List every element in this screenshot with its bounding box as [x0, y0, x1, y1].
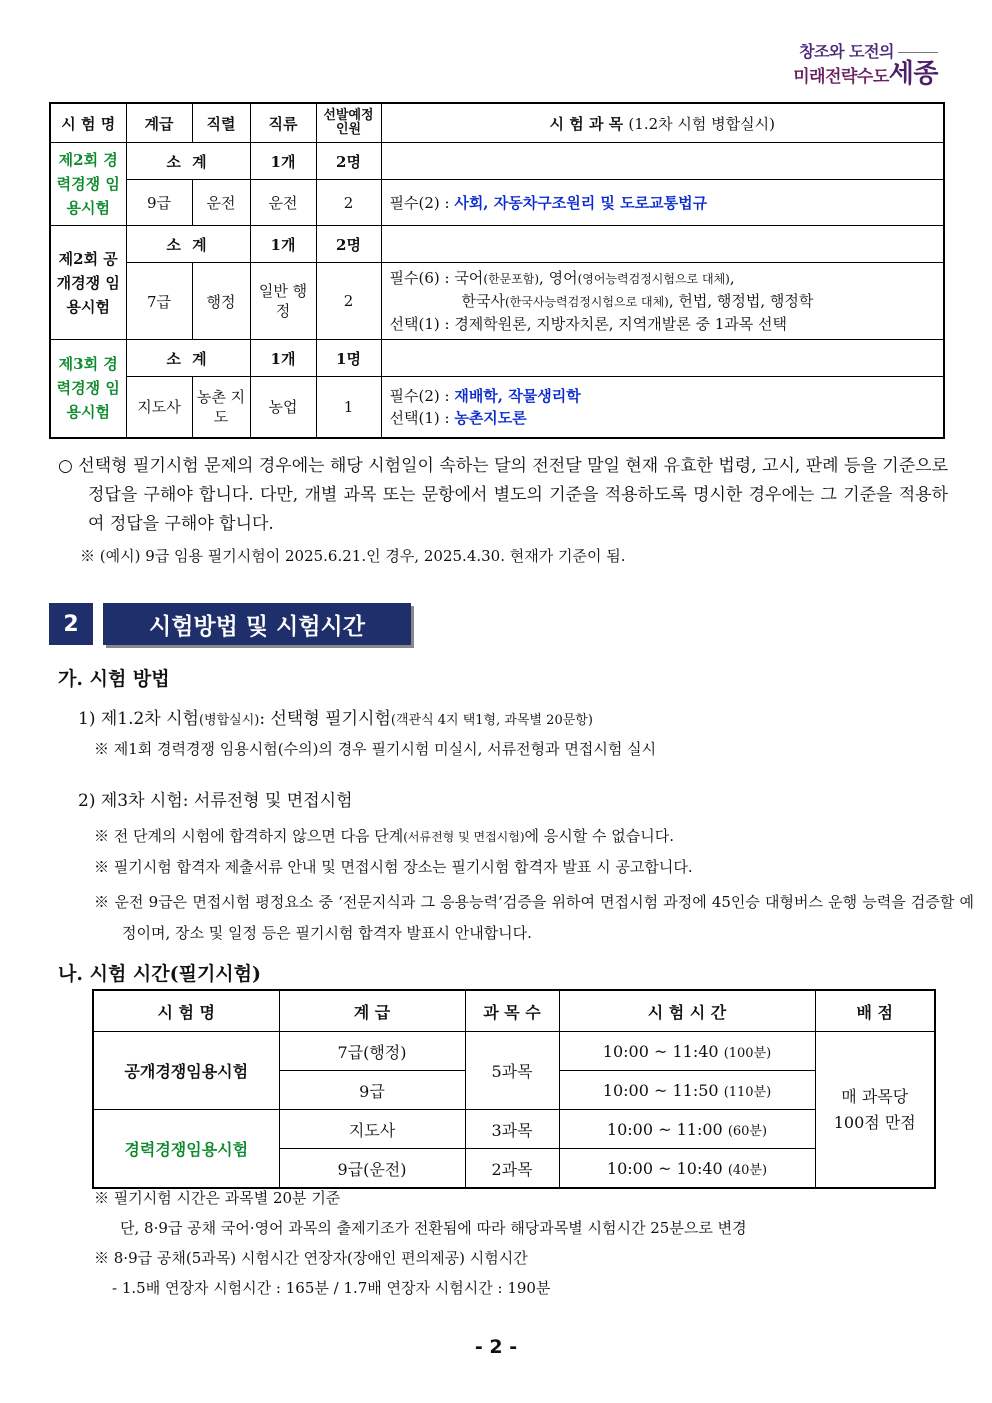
exam-name-cell: 제3회 경력경쟁 임용시험	[50, 340, 126, 438]
logo-line2: 미래전략수도	[793, 66, 889, 87]
subtotal-quota: 2명	[316, 143, 381, 180]
subtotal-quota: 2명	[316, 226, 381, 263]
section-number: 2	[49, 603, 93, 645]
page-number: - 2 -	[474, 1336, 518, 1358]
logo-line1: 창조와 도전의	[799, 42, 894, 61]
table-row	[50, 263, 944, 340]
job-cell: 농업	[250, 377, 316, 438]
method-note-2: ※ 필기시험 합격자 제출서류 안내 및 면접시험 장소는 필기시험 합격자 발표 시 공고합니다.	[94, 858, 693, 876]
subjects-cell: 필수(6) : 국어(한문포함), 영어(영어능력검정시험으로 대체), 한국사(한국사능력검정시험으로 대체), 헌법, 행정법, 행정학 선택(1) : 경제학원론, 지방자치론, 지역개발론 중 1과목 선택	[381, 263, 944, 340]
subtotal-class: 1개	[250, 340, 316, 377]
method-heading: 가. 시험 방법	[58, 668, 170, 690]
subtotal-label: 소 계	[126, 226, 250, 263]
grade-cell: 지도사	[279, 1110, 465, 1149]
exam-career-cell: 경력경쟁임용시험	[93, 1110, 279, 1189]
time-cell: 10:00 ~ 11:50 (110분)	[559, 1071, 815, 1110]
exam-subjects-table	[49, 102, 945, 439]
header-score: 배 점	[815, 990, 935, 1032]
grade-cell: 7급(행정)	[279, 1032, 465, 1071]
quota-cell: 2	[316, 180, 381, 226]
exam-time-table	[92, 989, 936, 1189]
time-cell: 10:00 ~ 11:00 (60분)	[559, 1110, 815, 1149]
subtotal-label: 소 계	[126, 340, 250, 377]
header-time: 시 험 시 간	[559, 990, 815, 1032]
exam-open-cell: 공개경쟁임용시험	[93, 1032, 279, 1110]
method-item-1: 1) 제1.2차 시험(병합실시): 선택형 필기시험(객관식 4지 택1형, 과목별 20문항)	[78, 709, 593, 729]
job-cell: 운전	[250, 180, 316, 226]
grade-cell: 9급	[279, 1071, 465, 1110]
notice-example: ※ (예시) 9급 임용 필기시험이 2025.6.21.인 경우, 2025.4.30. 현재가 기준이 됨.	[80, 547, 626, 565]
header-grade: 계 급	[279, 990, 465, 1032]
notice-paragraph: ○ 선택형 필기시험 문제의 경우에는 해당 시험일이 속하는 달의 전전달 말일 현재 유효한 법령, 고시, 판례 등을 기준으로 정답을 구해야 합니다. 다만, 개별 과목 또는 문항에서 별도의 기준을 적용하도록 명시한 경우에는 그 기준을 적용하여 정답을 구해야 합니다.	[58, 456, 948, 534]
grade-cell: 9급	[126, 180, 192, 226]
footnote-2: 단, 8·9급 공채 국어·영어 과목의 출제기조가 전환됨에 따라 해당과목별 시험시간 25분으로 변경	[120, 1219, 747, 1237]
table-row	[50, 340, 944, 377]
subtotal-quota: 1명	[316, 340, 381, 377]
subjects-cell: 필수(2) : 사회, 자동차구조원리 및 도로교통법규	[381, 180, 944, 226]
header-class: 직렬	[192, 103, 250, 143]
score-cell: 매 과목당 100점 만점	[815, 1032, 935, 1189]
header-quota: 선발예정 인원	[316, 103, 381, 143]
subtotal-class: 1개	[250, 226, 316, 263]
header-subjects: 시 험 과 목 (1.2차 시험 병합실시)	[381, 103, 944, 143]
header-exam-name: 시 험 명	[50, 103, 126, 143]
table-row	[93, 1110, 935, 1149]
time-cell: 10:00 ~ 11:40 (100분)	[559, 1032, 815, 1071]
quota-cell: 1	[316, 377, 381, 438]
header-job: 직류	[250, 103, 316, 143]
grade-cell: 7급	[126, 263, 192, 340]
subtotal-label: 소 계	[126, 143, 250, 180]
table-row	[50, 143, 944, 180]
header-grade: 계급	[126, 103, 192, 143]
method-note-3: ※ 운전 9급은 면접시험 평정요소 중 ‘전문지식과 그 응용능력’검증을 위하여 면접시험 과정에 45인승 대형버스 운행 능력을 검증할 예정이며, 장소 및 일정 등은 필기시험 합격자 발표시 안내합니다.	[94, 893, 974, 942]
grade-cell: 9급(운전)	[279, 1149, 465, 1189]
table-row	[50, 226, 944, 263]
table-row	[50, 180, 944, 226]
header-count: 과 목 수	[465, 990, 559, 1032]
table-header-row	[50, 103, 944, 143]
section-title: 시험방법 및 시험시간	[103, 603, 411, 645]
method-item-2: 2) 제3차 시험: 서류전형 및 면접시험	[78, 791, 353, 811]
exam-name-cell: 제2회 경력경쟁 임용시험	[50, 143, 126, 226]
seoul-sejong-logo	[793, 44, 938, 88]
count-cell: 3과목	[465, 1110, 559, 1149]
subtotal-class: 1개	[250, 143, 316, 180]
method-item-1-note: ※ 제1회 경력경쟁 임용시험(수의)의 경우 필기시험 미실시, 서류전형과 면접시험 실시	[94, 740, 657, 758]
class-cell: 행정	[192, 263, 250, 340]
job-cell: 일반 행정	[250, 263, 316, 340]
footnote-4: - 1.5배 연장자 시험시간 : 165분 / 1.7배 연장자 시험시간 : 190분	[112, 1279, 551, 1297]
footnote-3: ※ 8·9급 공채(5과목) 시험시간 연장자(장애인 편의제공) 시험시간	[94, 1249, 528, 1267]
count-cell: 2과목	[465, 1149, 559, 1189]
table-header-row	[93, 990, 935, 1032]
logo-city: 세종	[888, 58, 938, 89]
count-cell: 5과목	[465, 1032, 559, 1110]
grade-cell: 지도사	[126, 377, 192, 438]
header-exam-name: 시 험 명	[93, 990, 279, 1032]
quota-cell: 2	[316, 263, 381, 340]
exam-name-cell: 제2회 공개경쟁 임용시험	[50, 226, 126, 340]
table-row	[93, 1032, 935, 1071]
method-note-1: ※ 전 단계의 시험에 합격하지 않으면 다음 단계(서류전형 및 면접시험)에 응시할 수 없습니다.	[94, 827, 675, 845]
class-cell: 운전	[192, 180, 250, 226]
subjects-cell: 필수(2) : 재배학, 작물생리학 선택(1) : 농촌지도론	[381, 377, 944, 438]
footnote-1: ※ 필기시험 시간은 과목별 20분 기준	[94, 1189, 341, 1207]
class-cell: 농촌 지도	[192, 377, 250, 438]
time-heading: 나. 시험 시간(필기시험)	[58, 963, 262, 985]
time-cell: 10:00 ~ 10:40 (40분)	[559, 1149, 815, 1189]
table-row	[50, 377, 944, 438]
